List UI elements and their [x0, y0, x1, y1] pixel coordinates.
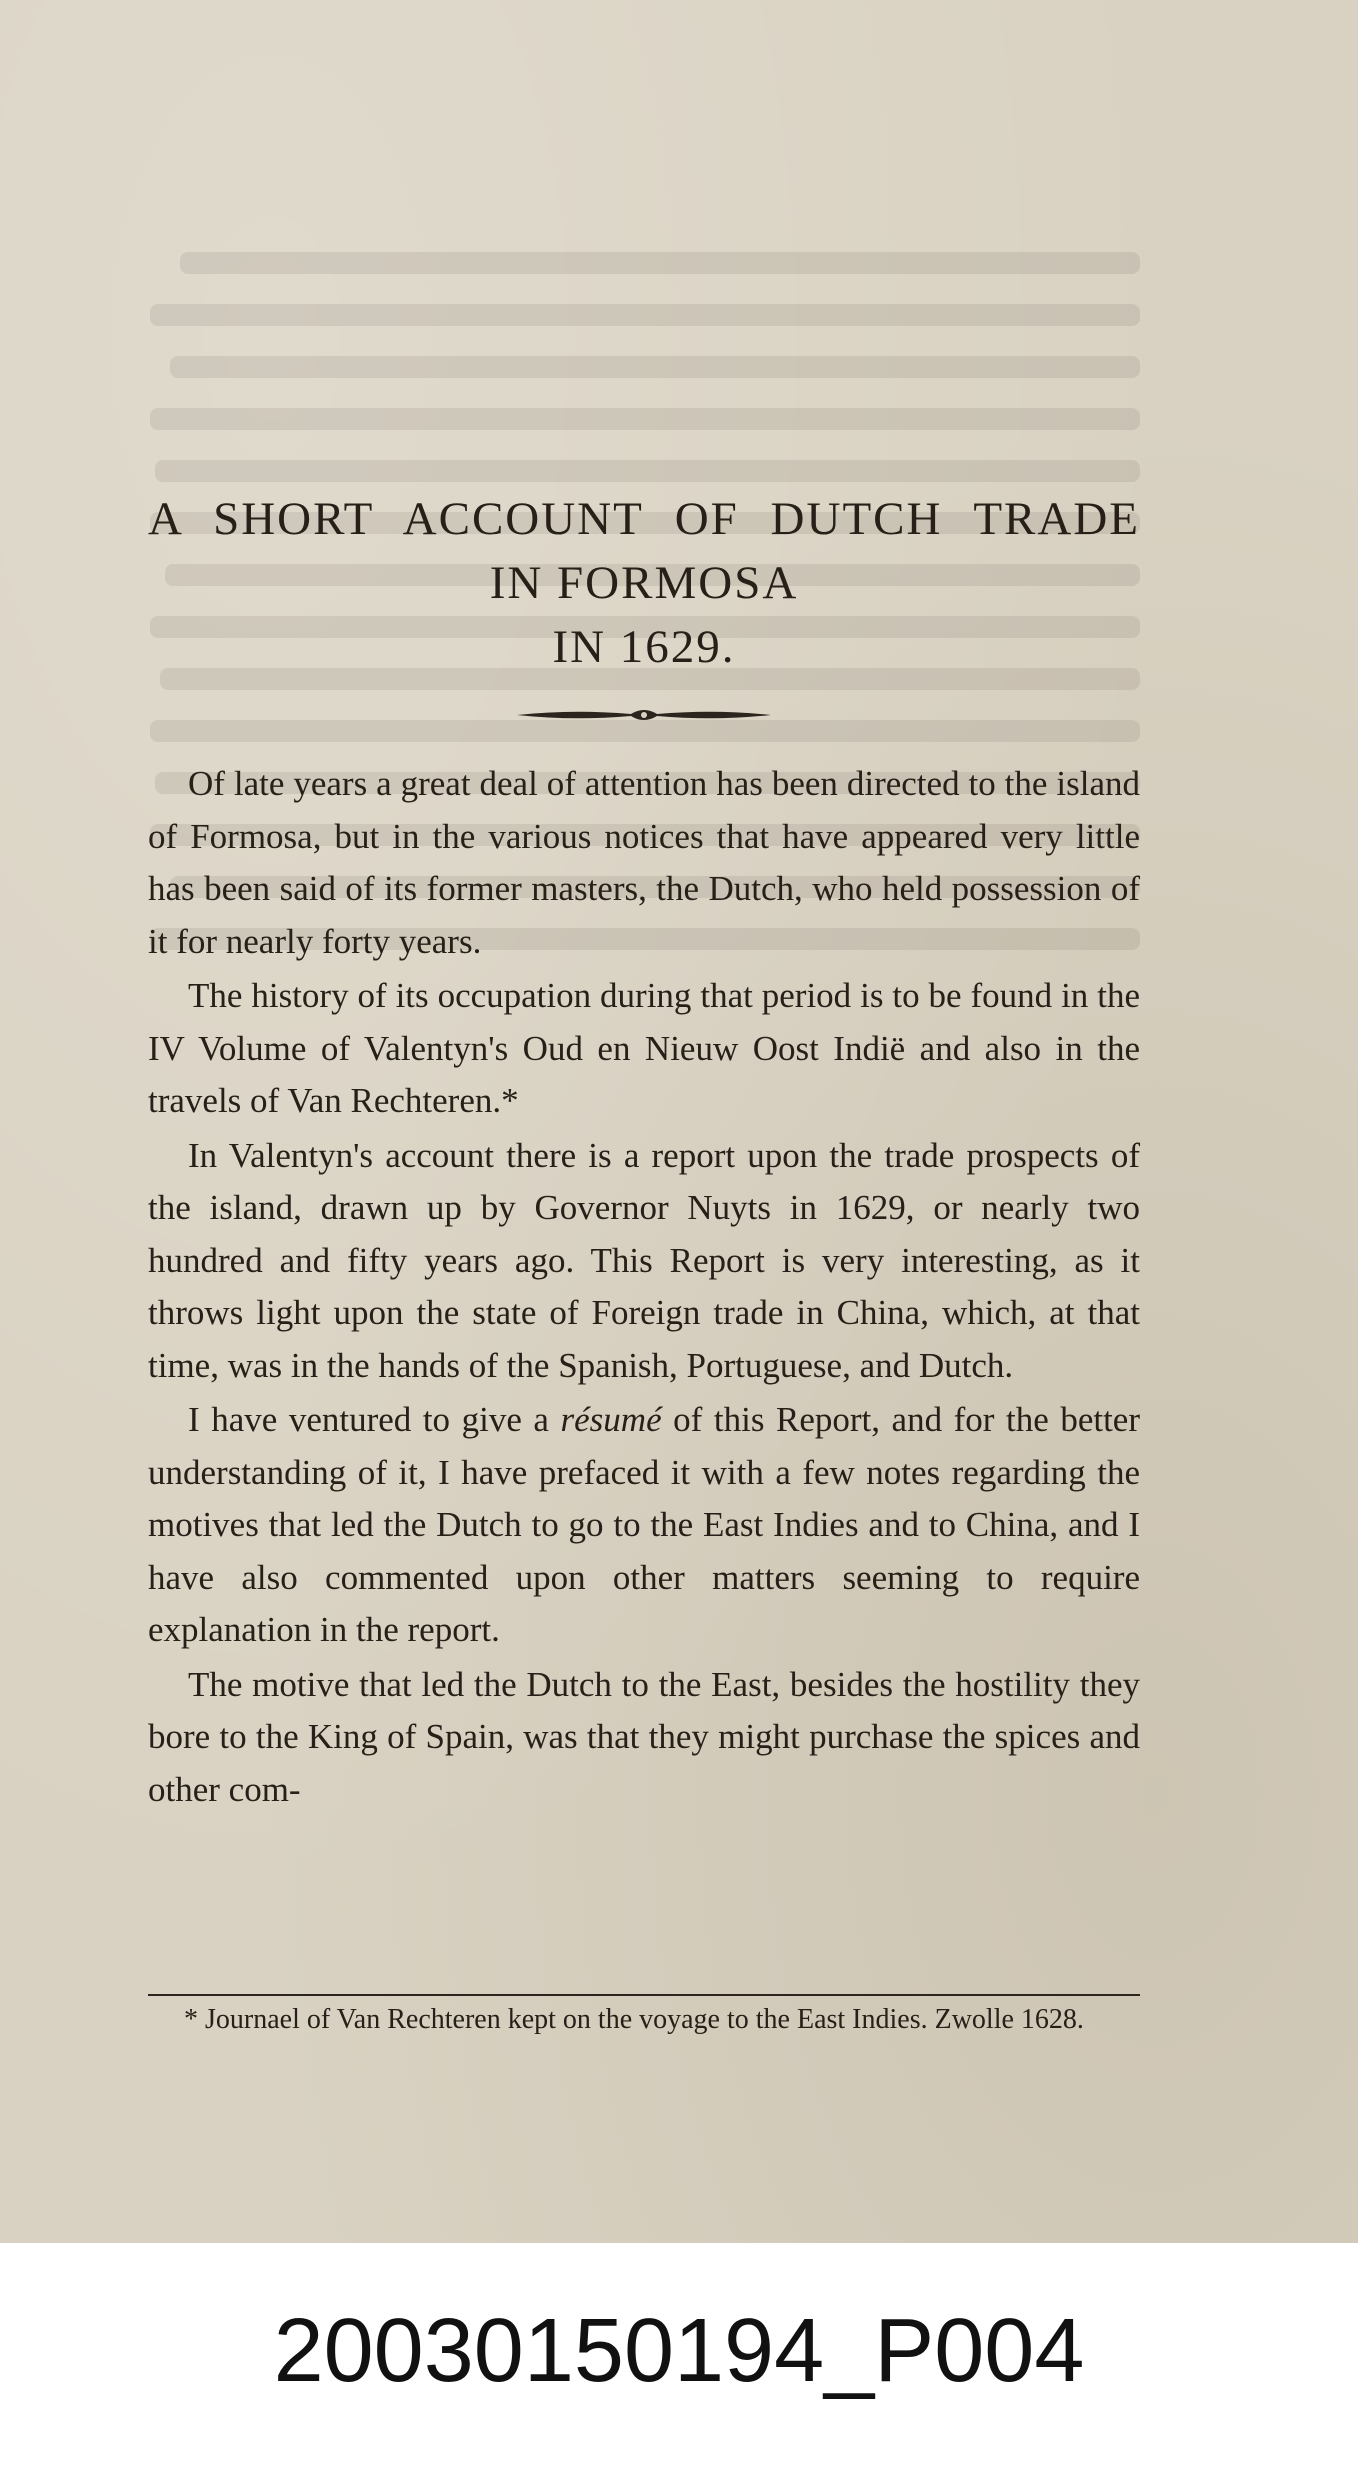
paragraph-1: Of late years a great deal of attention has been directed to the island of Formosa, but in the various notices that have appeared very little has been said of its former masters, the Dutch, who held possession of it for nearly forty years. — [148, 764, 1140, 961]
footnote — [148, 2002, 1140, 2038]
title-line-1: A SHORT ACCOUNT OF DUTCH TRADE — [148, 493, 1140, 545]
title-line-3: IN 1629. — [552, 621, 736, 673]
paragraph-4-end: of this Report, and for the better understanding of it, I have prefaced it with a few notes regarding the motives that led the Dutch to go to the East Indies and to China, and I have also commented upon other matters seeming to require explanation in the report. — [148, 1400, 1140, 1649]
title-line-2: IN FORMOSA — [489, 557, 799, 609]
body-text — [148, 758, 1140, 1816]
footnote-text: * Journael of Van Rechteren kept on the voyage to the East Indies. Zwolle 1628. — [184, 2004, 1084, 2035]
paragraph-4 — [148, 1394, 1140, 1657]
title-ornament-rule — [513, 700, 775, 730]
paragraph-5: The motive that led the Dutch to the East, besides the hostility they bore to the King of Spain, was that they might purchase the spices and other com- — [148, 1664, 1140, 1809]
footnote-divider — [148, 1994, 1140, 1996]
paragraph-2: The history of its occupation during that period is to be found in the IV Volume of Valentyn's Oud en Nieuw Oost Indië and also in the travels of Van Rechteren.* — [148, 976, 1140, 1120]
catalog-id: 20030150194_P004 — [273, 2301, 1085, 2401]
paragraph-4-start: I have ventured to give a — [188, 1400, 561, 1439]
paragraph-3: In Valentyn's account there is a report upon the trade prospects of the island, drawn up by Governor Nuyts in 1629, or nearly two hundred and fifty years ago. This Report is very interesting, as it throws light upon the state of Foreign trade in China, which, at that time, was in the hands of the Spanish, Portuguese, and Dutch. — [148, 1135, 1140, 1385]
resume-italic: résumé — [560, 1400, 662, 1439]
